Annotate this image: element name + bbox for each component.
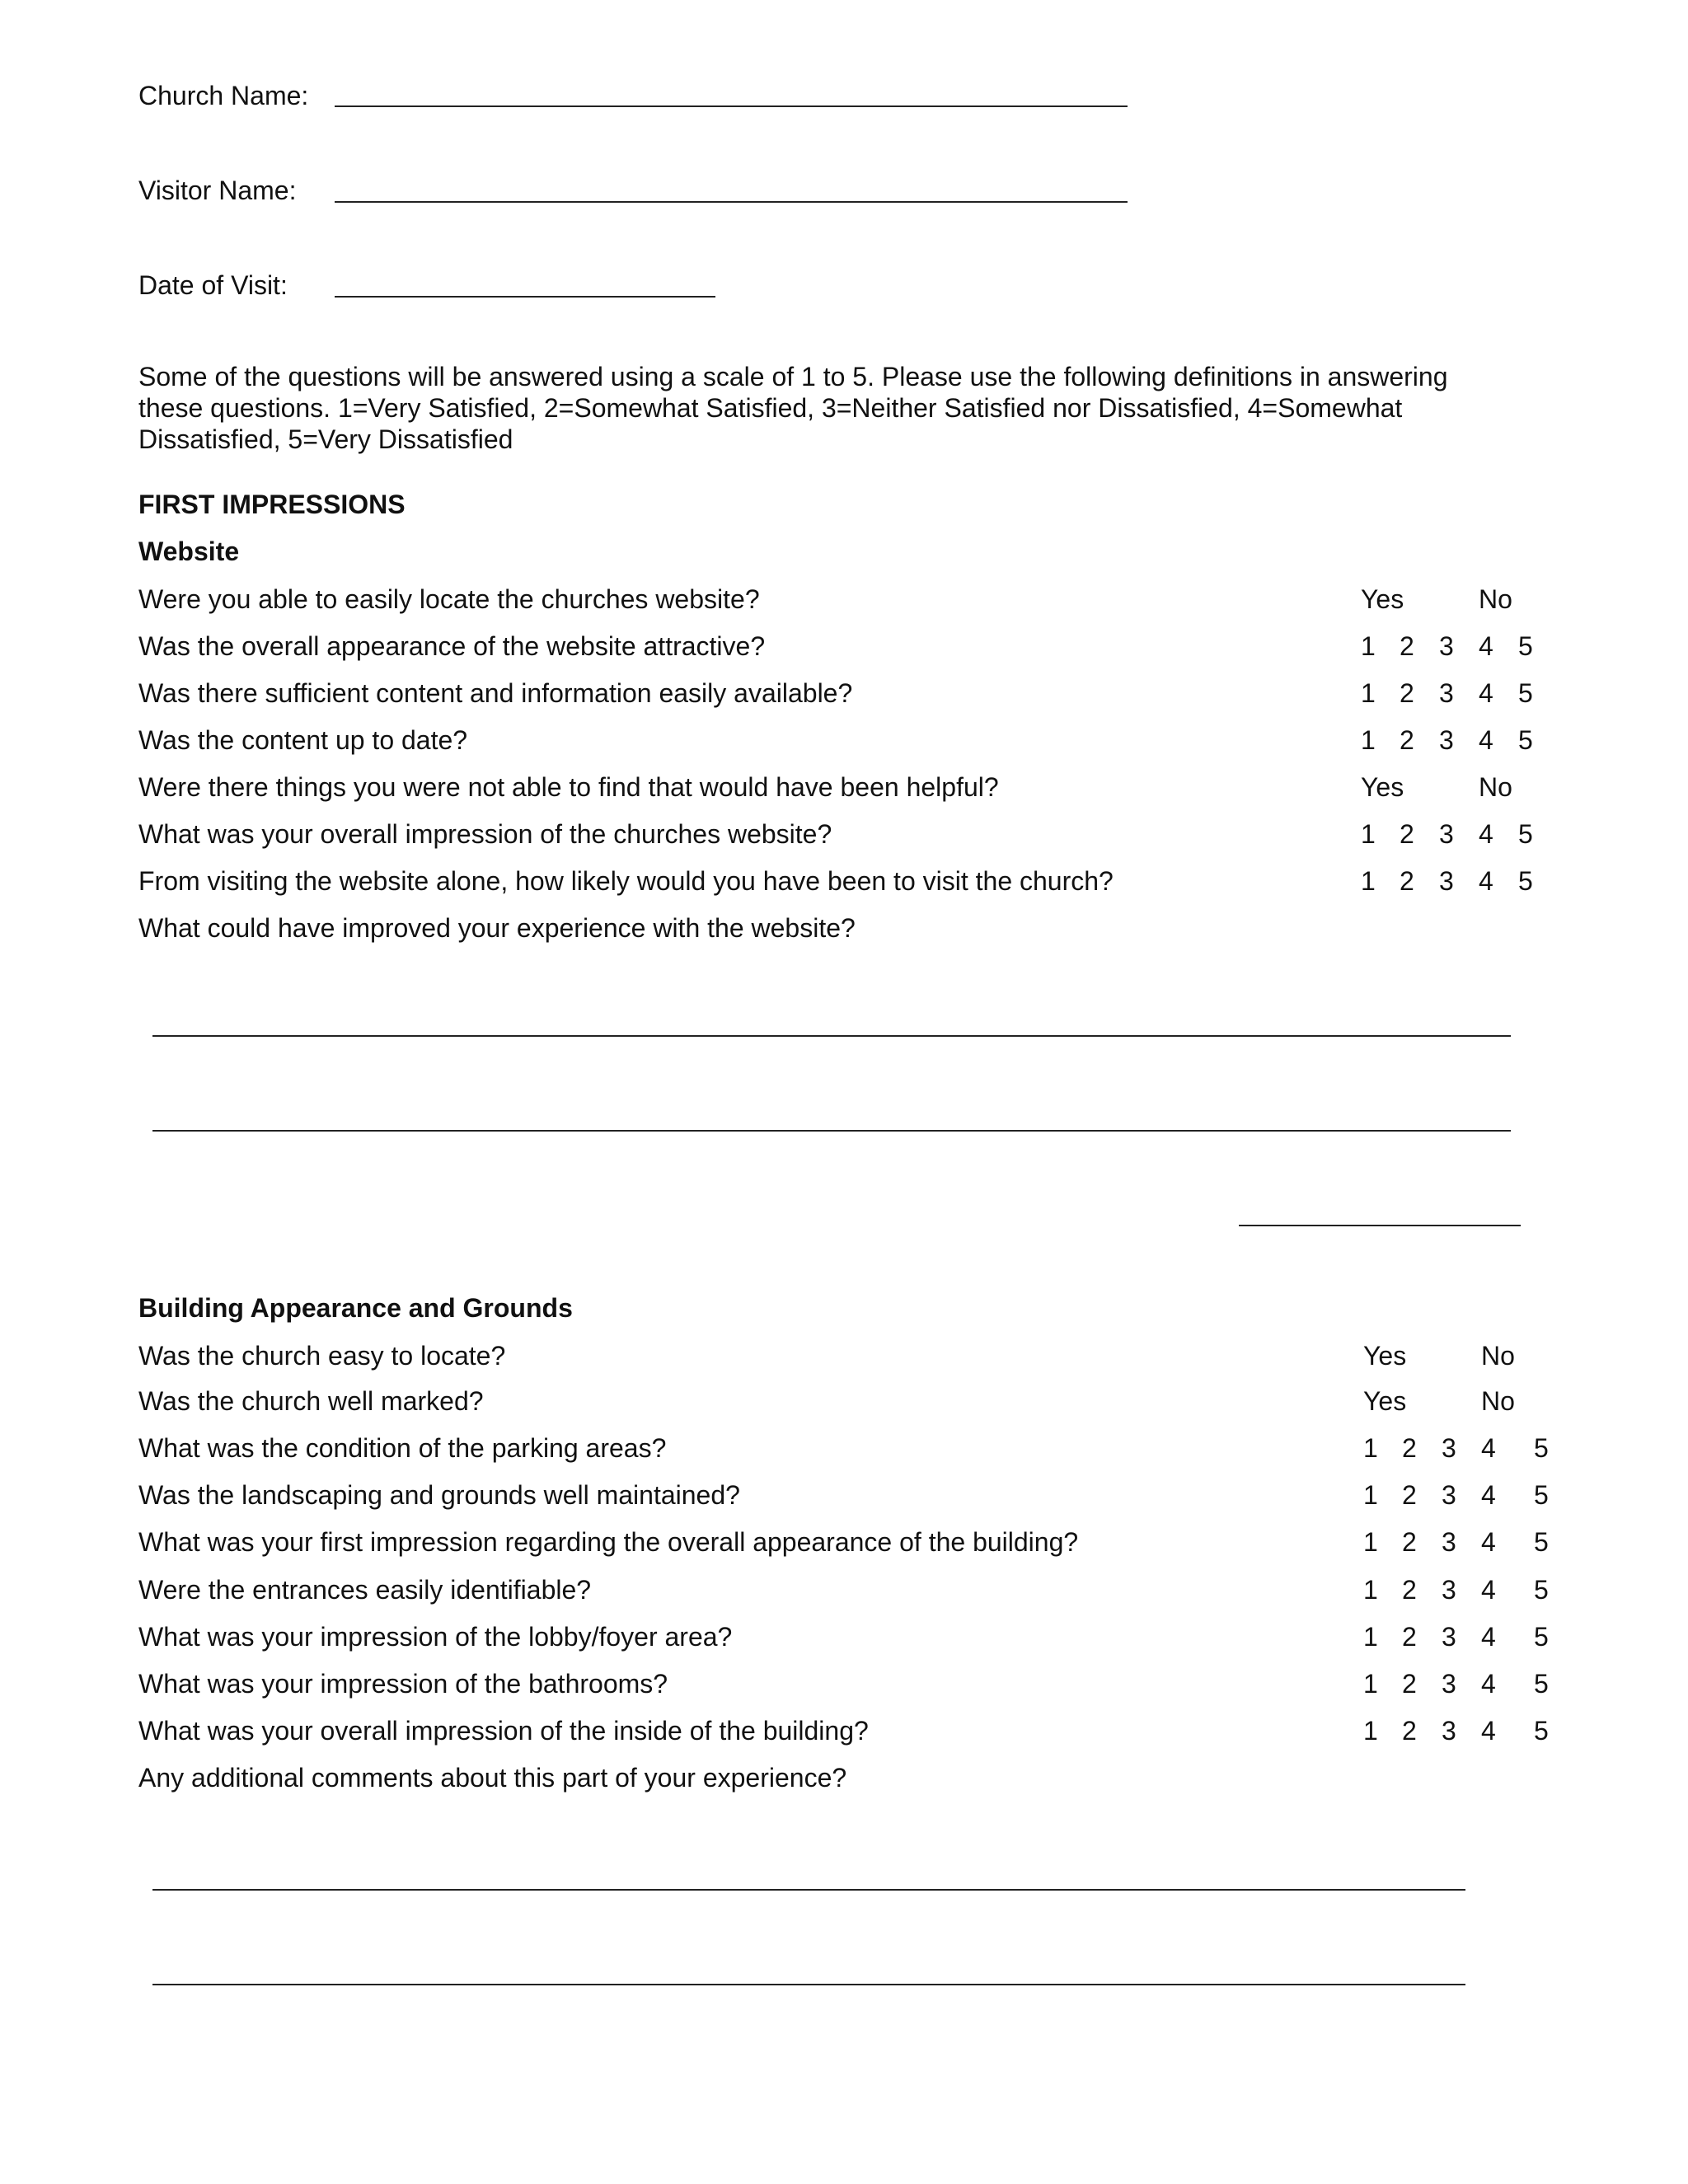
rating-3[interactable]: 3 [1439, 631, 1454, 661]
building-q9: What was your overall impression of the inside of the building? [138, 1716, 869, 1746]
yes-option[interactable]: Yes [1361, 584, 1404, 614]
rating-4[interactable]: 4 [1481, 1716, 1496, 1746]
visitor-name-label: Visitor Name: [138, 176, 297, 205]
rating-3[interactable]: 3 [1439, 725, 1454, 755]
rating-3[interactable]: 3 [1439, 678, 1454, 708]
building-q10: Any additional comments about this part of your experience? [138, 1763, 847, 1793]
rating-2[interactable]: 2 [1400, 678, 1414, 708]
rating-4[interactable]: 4 [1479, 631, 1493, 661]
building-q4: Was the landscaping and grounds well maintained? [138, 1480, 740, 1510]
rating-2[interactable]: 2 [1400, 725, 1414, 755]
date-of-visit-label: Date of Visit: [138, 270, 288, 300]
website-q5: Were there things you were not able to find that would have been helpful? [138, 772, 999, 802]
rating-2[interactable]: 2 [1402, 1716, 1417, 1746]
rating-2[interactable]: 2 [1400, 631, 1414, 661]
website-q3: Was there sufficient content and information easily available? [138, 678, 853, 708]
rating-1[interactable]: 1 [1363, 1575, 1378, 1605]
rating-2[interactable]: 2 [1402, 1480, 1417, 1510]
rating-2[interactable]: 2 [1402, 1433, 1417, 1463]
rating-5[interactable]: 5 [1534, 1480, 1549, 1510]
rating-2[interactable]: 2 [1400, 866, 1414, 896]
church-name-line[interactable] [335, 105, 1128, 107]
no-option[interactable]: No [1481, 1386, 1515, 1416]
rating-3[interactable]: 3 [1442, 1433, 1456, 1463]
rating-5[interactable]: 5 [1518, 678, 1533, 708]
rating-4[interactable]: 4 [1479, 678, 1493, 708]
yes-option[interactable]: Yes [1363, 1386, 1407, 1416]
building-q1: Was the church easy to locate? [138, 1341, 506, 1371]
rating-4[interactable]: 4 [1481, 1669, 1496, 1699]
rating-2[interactable]: 2 [1402, 1622, 1417, 1652]
rating-3[interactable]: 3 [1442, 1527, 1456, 1557]
visitor-name-line[interactable] [335, 201, 1128, 203]
building-q6: Were the entrances easily identifiable? [138, 1575, 592, 1605]
website-comment-line-2[interactable] [152, 1130, 1511, 1132]
yes-option[interactable]: Yes [1361, 772, 1404, 802]
building-q8: What was your impression of the bathrooms? [138, 1669, 668, 1699]
rating-5[interactable]: 5 [1534, 1575, 1549, 1605]
rating-3[interactable]: 3 [1439, 866, 1454, 896]
rating-1[interactable]: 1 [1361, 819, 1376, 849]
rating-4[interactable]: 4 [1481, 1575, 1496, 1605]
building-heading: Building Appearance and Grounds [138, 1293, 573, 1323]
rating-1[interactable]: 1 [1361, 678, 1376, 708]
rating-2[interactable]: 2 [1402, 1527, 1417, 1557]
no-option[interactable]: No [1481, 1341, 1515, 1371]
rating-5[interactable]: 5 [1534, 1716, 1549, 1746]
website-comment-line-1[interactable] [152, 1035, 1511, 1037]
website-q4: Was the content up to date? [138, 725, 468, 755]
rating-4[interactable]: 4 [1479, 725, 1493, 755]
rating-3[interactable]: 3 [1442, 1669, 1456, 1699]
signature-line[interactable] [1239, 1225, 1521, 1226]
website-q1: Were you able to easily locate the churches website? [138, 584, 760, 614]
building-q2: Was the church well marked? [138, 1386, 484, 1416]
rating-4[interactable]: 4 [1481, 1480, 1496, 1510]
rating-4[interactable]: 4 [1481, 1433, 1496, 1463]
section-title: FIRST IMPRESSIONS [138, 490, 406, 519]
website-q8: What could have improved your experience with the website? [138, 913, 856, 943]
building-q5: What was your first impression regarding the overall appearance of the building? [138, 1527, 1079, 1557]
rating-5[interactable]: 5 [1534, 1527, 1549, 1557]
rating-3[interactable]: 3 [1439, 819, 1454, 849]
rating-5[interactable]: 5 [1534, 1669, 1549, 1699]
rating-1[interactable]: 1 [1363, 1622, 1378, 1652]
rating-3[interactable]: 3 [1442, 1622, 1456, 1652]
rating-1[interactable]: 1 [1363, 1669, 1378, 1699]
rating-3[interactable]: 3 [1442, 1480, 1456, 1510]
website-heading: Website [138, 537, 240, 566]
rating-5[interactable]: 5 [1518, 866, 1533, 896]
website-q6: What was your overall impression of the churches website? [138, 819, 832, 849]
rating-5[interactable]: 5 [1518, 819, 1533, 849]
website-q7: From visiting the website alone, how likely would you have been to visit the church? [138, 866, 1114, 896]
scale-instructions: Some of the questions will be answered using a scale of 1 to 5. Please use the following definitions in answering these questions. 1=Very Satisfied, 2=Somewhat Satisfied, 3=Neither Satisfied nor Dissatisfied, 4=Somewhat Dissatisfied, 5=Very Dissatisfied [138, 362, 1448, 454]
rating-4[interactable]: 4 [1479, 819, 1493, 849]
no-option[interactable]: No [1479, 772, 1512, 802]
no-option[interactable]: No [1479, 584, 1512, 614]
rating-5[interactable]: 5 [1534, 1622, 1549, 1652]
rating-1[interactable]: 1 [1361, 631, 1376, 661]
building-comment-line-1[interactable] [152, 1889, 1465, 1891]
rating-1[interactable]: 1 [1363, 1716, 1378, 1746]
rating-3[interactable]: 3 [1442, 1575, 1456, 1605]
rating-4[interactable]: 4 [1481, 1527, 1496, 1557]
rating-2[interactable]: 2 [1402, 1575, 1417, 1605]
rating-1[interactable]: 1 [1363, 1433, 1378, 1463]
rating-5[interactable]: 5 [1518, 725, 1533, 755]
rating-2[interactable]: 2 [1402, 1669, 1417, 1699]
church-name-label: Church Name: [138, 81, 309, 110]
rating-1[interactable]: 1 [1361, 725, 1376, 755]
building-comment-line-2[interactable] [152, 1984, 1465, 1985]
rating-2[interactable]: 2 [1400, 819, 1414, 849]
rating-1[interactable]: 1 [1361, 866, 1376, 896]
rating-1[interactable]: 1 [1363, 1480, 1378, 1510]
rating-5[interactable]: 5 [1518, 631, 1533, 661]
rating-1[interactable]: 1 [1363, 1527, 1378, 1557]
building-q7: What was your impression of the lobby/foyer area? [138, 1622, 733, 1652]
rating-3[interactable]: 3 [1442, 1716, 1456, 1746]
building-q3: What was the condition of the parking areas? [138, 1433, 667, 1463]
website-q2: Was the overall appearance of the website attractive? [138, 631, 766, 661]
rating-5[interactable]: 5 [1534, 1433, 1549, 1463]
yes-option[interactable]: Yes [1363, 1341, 1407, 1371]
rating-4[interactable]: 4 [1479, 866, 1493, 896]
date-of-visit-line[interactable] [335, 296, 715, 298]
rating-4[interactable]: 4 [1481, 1622, 1496, 1652]
